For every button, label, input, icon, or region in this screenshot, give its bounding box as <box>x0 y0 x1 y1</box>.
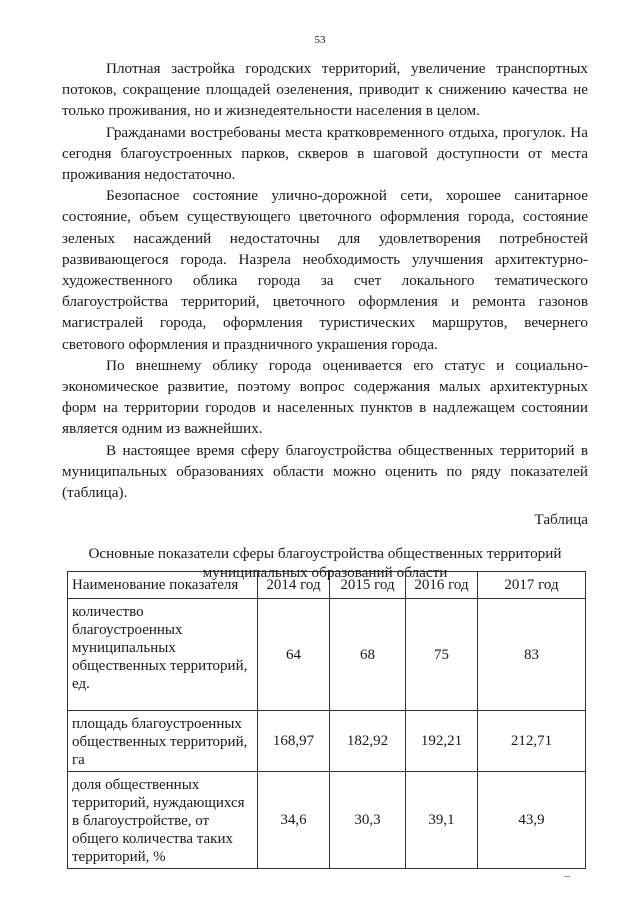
row-label: доля общественных территорий, нуждающихся в благоустройстве, от общего количества таких территорий, % <box>68 772 258 869</box>
header-indicator-name: Наименование показателя <box>68 572 258 599</box>
header-2016: 2016 год <box>406 572 478 599</box>
table-header-row <box>68 572 586 599</box>
table-row <box>68 599 586 711</box>
value-2015: 30,3 <box>330 772 406 869</box>
header-2017: 2017 год <box>478 572 586 599</box>
paragraph-5: В настоящее время сферу благоустройства общественных территорий в муниципальных образованиях области можно оценить по ряду показателей (таблица). <box>62 441 588 502</box>
value-2014: 34,6 <box>258 772 330 869</box>
header-2014: 2014 год <box>258 572 330 599</box>
paragraph-4: По внешнему облику города оценивается его статус и социально-экономическое развитие, поэтому вопрос содержания малых архитектурных форм на территории городов и населенных пунктов в надлежащем состоянии является одним из важнейших. <box>62 356 588 438</box>
table-caption-line-1: Основные показатели сферы благоустройства общественных территорий <box>88 545 562 563</box>
value-2017: 212,71 <box>478 711 586 772</box>
value-2016: 39,1 <box>406 772 478 869</box>
table-caption-line-2: муниципальных образований области <box>202 564 448 582</box>
value-2016: 192,21 <box>406 711 478 772</box>
paragraph-2: Гражданами востребованы места кратковременного отдыха, прогулок. На сегодня благоустроенных парков, скверов в шаговой доступности от места проживания недостаточно. <box>62 123 588 184</box>
table-row <box>68 711 586 772</box>
document-body <box>62 58 588 582</box>
value-2017: 43,9 <box>478 772 586 869</box>
value-2015: 68 <box>330 599 406 711</box>
row-label: площадь благоустроенных общественных территорий, га <box>68 711 258 772</box>
value-2015: 182,92 <box>330 711 406 772</box>
page-number: 53 <box>314 34 326 46</box>
value-2016: 75 <box>406 599 478 711</box>
paragraph-1: Плотная застройка городских территорий, увеличение транспортных потоков, сокращение площадей озеленения, приводит к снижению качества не только проживания, но и жизнедеятельности населения в целом. <box>62 60 588 120</box>
paragraph-3: Безопасное состояние улично-дорожной сети, хорошее санитарное состояние, объем существующего цветочного оформления города, состояние зеленых насаждений недостаточны для удовлетворения потребностей развивающегося города. Назрела необходимость улучшения архитектурно-художественного облика города за счет локального тематического благоустройства территорий, цветочного оформления и ремонта газонов магистралей города, оформления туристических маршрутов, вечернего светового оформления и праздничного украшения города. <box>62 187 588 353</box>
scan-mark <box>564 876 570 877</box>
table-label: Таблица <box>534 511 588 529</box>
value-2014: 64 <box>258 599 330 711</box>
value-2014: 168,97 <box>258 711 330 772</box>
row-label: количество благоустроенных муниципальных общественных территорий, ед. <box>68 599 258 711</box>
indicators-table <box>67 571 586 869</box>
table-row <box>68 772 586 869</box>
value-2017: 83 <box>478 599 586 711</box>
header-2015: 2015 год <box>330 572 406 599</box>
